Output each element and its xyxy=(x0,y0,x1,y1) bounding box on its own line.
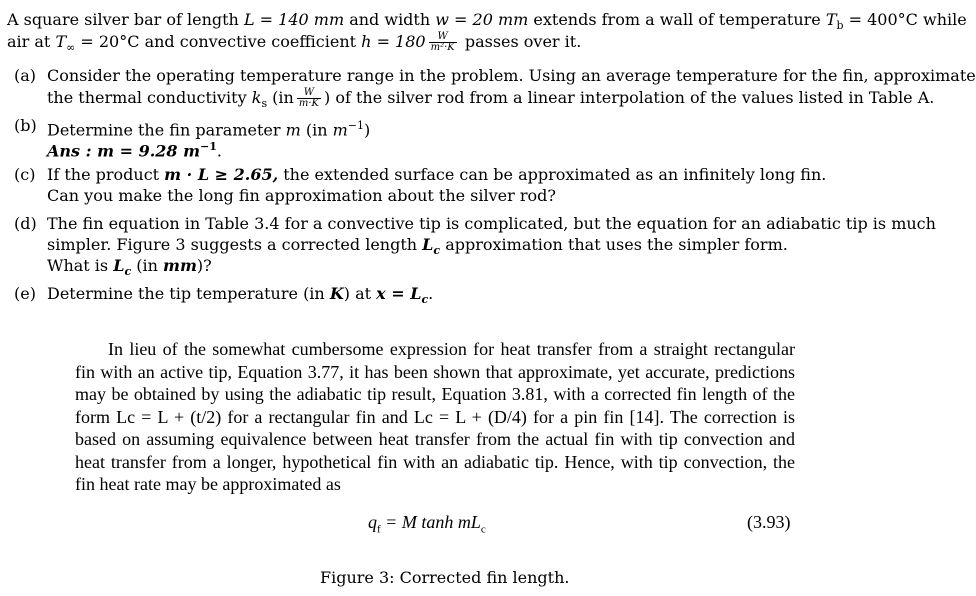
part-c-line-2: Can you make the long fin approximation about the silver rod? xyxy=(47,186,556,205)
intro-line-1: A square silver bar of length L = 140 mm and width w = 20 mm extends from a wall of temperature $T_b = 400^\circ C$ while xyxy=(7,10,967,33)
wall-temperature: = 400°C while xyxy=(843,10,967,29)
part-b-answer: Ans : m = 9.28 $m^{-1}$. xyxy=(47,140,223,161)
convective-coefficient: h = 180 xyxy=(361,32,426,51)
part-a-line-2: the thermal conductivity $k_s$ (in $\frac{W}{m\cdot K}$ ) of the silver rod from a linear interpolation of the values listed in Table A. xyxy=(47,87,935,111)
part-e-label: (e) xyxy=(14,284,36,303)
air-temperature: = 20°C xyxy=(75,32,140,51)
part-d-line-3: What is $L_c$ (in mm)? xyxy=(47,256,212,279)
equation-number: (3.93) xyxy=(747,512,791,532)
part-b-label: (b) xyxy=(14,116,37,135)
part-c-label: (c) xyxy=(14,165,36,184)
part-d-label: (d) xyxy=(14,214,37,233)
part-c-line-1: If the product m · L ≥ 2.65, the extended surface can be approximated as an infinitely long fin. xyxy=(47,165,827,184)
part-a-line-1: Consider the operating temperature range in the problem. Using an average temperature for the fin, approximate xyxy=(47,66,976,85)
part-e-line-1: Determine the tip temperature (in K) at $x = L_c$. xyxy=(47,284,434,307)
intro-line-2: air at $T_\infty = 20^\circ C$ and convective coefficient h = 180 $\frac{W}{\text{m²·K}}$ passes over it. xyxy=(7,31,582,55)
excerpt-paragraph: In lieu of the somewhat cumbersome expression for heat transfer from a straight rectangular fin with an active tip, Equation 3.77, it has been shown that approximate, yet accurate, predictions may be obtained by using the adiabatic tip result, Equation 3.81, with a corrected fin length of the form Lc = L + (t/2) for a rectangular fin and Lc = L + (D/4) for a pin fin [14]. The correction is based on assuming equivalence between heat transfer from the actual fin with tip convection and heat transfer from a longer, hypothetical fin with an adiabatic tip. Hence, with tip convection, the fin heat rate may be approximated as xyxy=(75,339,795,494)
width-value: w = 20 mm xyxy=(435,10,529,29)
figure-caption: Figure 3: Corrected fin length. xyxy=(320,568,570,587)
part-a-label: (a) xyxy=(14,66,37,85)
part-b-line-1: Determine the fin parameter m (in $m^{-1}$) xyxy=(47,119,371,140)
fin-heat-rate-equation: $q_f = M$ $\tanh mL_c$ xyxy=(368,512,486,536)
part-d-line-2: simpler. Figure 3 suggests a corrected length $L_c$ approximation that uses the simpler form. xyxy=(47,235,788,258)
textbook-excerpt xyxy=(75,338,795,496)
h-unit-fraction: $\frac{W}{\text{m²·K}}$ xyxy=(430,31,455,53)
length-value: L = 140 mm xyxy=(243,10,345,29)
part-d-line-1: The fin equation in Table 3.4 for a convective tip is complicated, but the equation for an adiabatic tip is much xyxy=(47,214,936,233)
